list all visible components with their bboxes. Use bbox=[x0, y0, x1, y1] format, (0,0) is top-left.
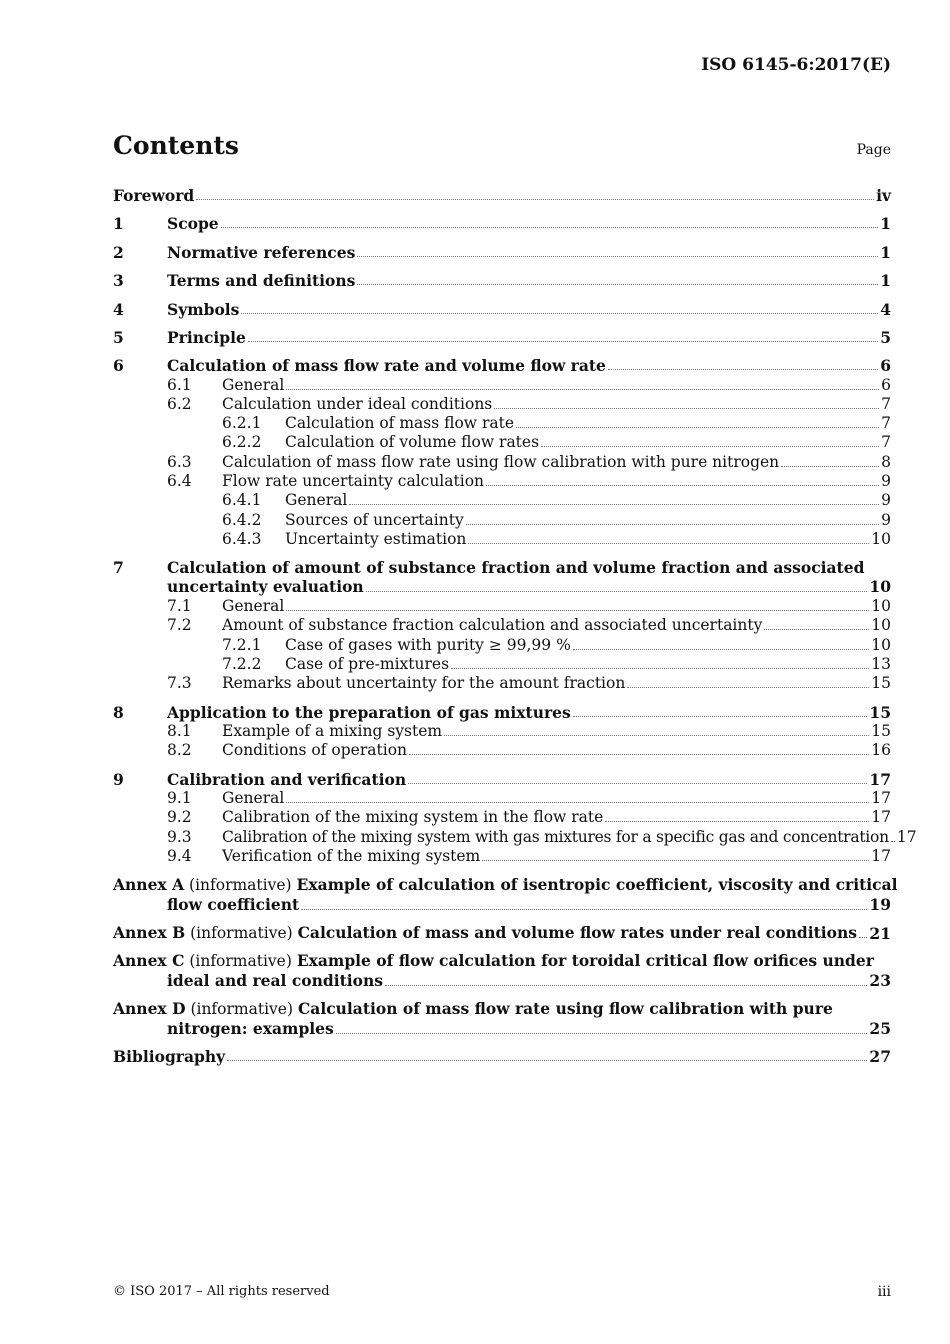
document-id: ISO 6145-6:2017(E) bbox=[701, 55, 891, 75]
toc-number: 7.2 bbox=[167, 616, 192, 634]
dot-leader bbox=[349, 504, 879, 505]
toc-entry-6-4-3[interactable] bbox=[113, 530, 891, 549]
toc-entry-6-3[interactable] bbox=[113, 453, 891, 472]
toc-number: 6.4.3 bbox=[222, 530, 262, 548]
toc-title: Calibration of the mixing system with gas mixtures for a specific gas and concentration bbox=[222, 828, 889, 846]
toc-page-number: 9 bbox=[881, 472, 891, 490]
annex-qualifier: (informative) bbox=[185, 1000, 298, 1018]
toc-page-number: 6 bbox=[880, 356, 891, 375]
toc-page-number: iv bbox=[876, 186, 891, 205]
dot-leader bbox=[408, 783, 867, 784]
dot-leader bbox=[357, 256, 878, 257]
toc-title-line1: Calculation of mass flow rate using flow calibration with pure bbox=[297, 999, 833, 1018]
toc-number: 9.1 bbox=[167, 789, 192, 807]
toc-title-line1: Example of calculation of isentropic coefficient, viscosity and critical bbox=[296, 875, 898, 894]
toc-page-number: 10 bbox=[871, 597, 891, 615]
dot-leader bbox=[608, 369, 878, 370]
toc-title: Calculation of volume flow rates bbox=[285, 433, 540, 451]
dot-leader bbox=[286, 389, 879, 390]
dot-leader bbox=[466, 524, 879, 525]
dot-leader bbox=[516, 427, 879, 428]
annex-qualifier: (informative) bbox=[184, 952, 297, 970]
toc-title: Calculation of mass flow rate bbox=[285, 414, 515, 432]
toc-entry-6-4-1[interactable] bbox=[113, 491, 891, 510]
annex-label: Annex B bbox=[113, 923, 186, 942]
toc-number: 7.1 bbox=[167, 597, 192, 615]
toc-page-number: 9 bbox=[881, 491, 891, 509]
dot-leader bbox=[891, 841, 895, 842]
toc-page-number: 23 bbox=[869, 971, 891, 991]
toc-entry-6-2-2[interactable] bbox=[113, 433, 891, 452]
toc-number: 6.1 bbox=[167, 376, 192, 394]
toc-title: Amount of substance fraction calculation and associated uncertainty bbox=[222, 616, 763, 634]
dot-leader bbox=[605, 821, 869, 822]
annex-label: Annex A bbox=[113, 875, 185, 894]
toc-page-number: 25 bbox=[869, 1019, 891, 1039]
page-title: Contents bbox=[113, 131, 240, 160]
toc-page-number: 15 bbox=[871, 722, 891, 740]
toc-title: Calculation of mass flow rate and volume flow rate bbox=[167, 356, 606, 375]
toc-number: 9.2 bbox=[167, 808, 192, 826]
dot-leader bbox=[573, 716, 868, 717]
toc-number: 7.2.2 bbox=[222, 655, 262, 673]
dot-leader bbox=[627, 687, 869, 688]
toc-number: 8.2 bbox=[167, 741, 192, 759]
toc-number: 3 bbox=[113, 271, 124, 290]
toc-title-line1: Example of flow calculation for toroidal critical flow orifices under bbox=[296, 951, 874, 970]
toc-title-line2: ideal and real conditions bbox=[167, 971, 383, 991]
toc-page-number: 1 bbox=[880, 243, 891, 262]
toc-title: Sources of uncertainty bbox=[285, 511, 464, 529]
toc-page-number: 5 bbox=[880, 328, 891, 347]
dot-leader bbox=[541, 446, 879, 447]
toc-title: Calculation of mass and volume flow rates under real conditions bbox=[297, 923, 857, 942]
toc-entry-4[interactable] bbox=[113, 300, 891, 319]
toc-number: 6 bbox=[113, 356, 124, 375]
toc-number: 7.3 bbox=[167, 674, 192, 692]
toc-title: General bbox=[222, 597, 285, 615]
toc-page-number: 1 bbox=[880, 214, 891, 233]
toc-entry-1[interactable] bbox=[113, 214, 891, 233]
toc-entry-9[interactable] bbox=[113, 770, 891, 789]
toc-entry-6-2[interactable] bbox=[113, 395, 891, 414]
page-number: iii bbox=[877, 1284, 891, 1300]
dot-leader bbox=[301, 909, 867, 910]
toc-entry-9-3[interactable] bbox=[113, 828, 917, 847]
toc-page-number: 13 bbox=[871, 655, 891, 673]
dot-leader bbox=[781, 466, 879, 467]
toc-entry-9-4[interactable] bbox=[113, 847, 891, 866]
toc-title: Calibration and verification bbox=[167, 770, 407, 789]
toc-title: Case of gases with purity ≥ 99,99 % bbox=[285, 636, 571, 654]
annex-label: Annex C bbox=[113, 951, 185, 970]
toc-title: Conditions of operation bbox=[222, 741, 408, 759]
toc-title: Application to the preparation of gas mixtures bbox=[167, 703, 571, 722]
toc-entry-3[interactable] bbox=[113, 271, 891, 290]
toc-number: 7.2.1 bbox=[222, 636, 262, 654]
toc-number: 8.1 bbox=[167, 722, 192, 740]
toc-number: 9 bbox=[113, 770, 124, 789]
toc-entry-annex-d[interactable] bbox=[113, 999, 891, 1039]
copyright-notice: © ISO 2017 – All rights reserved bbox=[113, 1284, 330, 1299]
toc-page-number: 21 bbox=[869, 924, 891, 943]
toc-title-line2: flow coefficient bbox=[167, 895, 300, 915]
toc-entry-7[interactable] bbox=[113, 558, 891, 597]
toc-number: 6.3 bbox=[167, 453, 192, 471]
toc-number: 6.4.1 bbox=[222, 491, 262, 509]
toc-page-number: 10 bbox=[871, 636, 891, 654]
dot-leader bbox=[444, 735, 869, 736]
toc-entry-8-1[interactable] bbox=[113, 722, 891, 741]
toc-entry-7-1[interactable] bbox=[113, 597, 891, 616]
toc-title: Scope bbox=[167, 214, 219, 233]
toc-entry-2[interactable] bbox=[113, 243, 891, 262]
toc-entry-5[interactable] bbox=[113, 328, 891, 347]
dot-leader bbox=[573, 649, 869, 650]
toc-title: Terms and definitions bbox=[167, 271, 356, 290]
toc-number: 2 bbox=[113, 243, 124, 262]
toc-entry-6-2-1[interactable] bbox=[113, 414, 891, 433]
page-column-label: Page bbox=[856, 142, 891, 158]
toc-number: 8 bbox=[113, 703, 124, 722]
toc-title: Foreword bbox=[113, 186, 195, 205]
toc-entry-8-2[interactable] bbox=[113, 741, 891, 760]
toc-number: 6.2.1 bbox=[222, 414, 262, 432]
toc-page-number: 17 bbox=[871, 789, 891, 807]
toc-number: 6.4 bbox=[167, 472, 192, 490]
toc-number: 7 bbox=[113, 558, 124, 577]
toc-title: Symbols bbox=[167, 300, 240, 319]
dot-leader bbox=[227, 1060, 867, 1061]
toc-title: Calculation of mass flow rate using flow calibration with pure nitrogen bbox=[222, 453, 780, 471]
toc-title: Remarks about uncertainty for the amount fraction bbox=[222, 674, 626, 692]
toc-entry-6-4[interactable] bbox=[113, 472, 891, 491]
toc-entry-7-2-2[interactable] bbox=[113, 655, 891, 674]
dot-leader bbox=[494, 408, 879, 409]
toc-page-number: 27 bbox=[869, 1047, 891, 1066]
toc-page-number: 7 bbox=[881, 433, 891, 451]
toc-page-number: 10 bbox=[871, 616, 891, 634]
toc-entry-foreword[interactable] bbox=[113, 186, 891, 205]
dot-leader bbox=[468, 543, 869, 544]
toc-number: 4 bbox=[113, 300, 124, 319]
dot-leader bbox=[764, 629, 869, 630]
toc-entry-7-2-1[interactable] bbox=[113, 636, 891, 655]
annex-qualifier: (informative) bbox=[185, 924, 298, 942]
dot-leader bbox=[336, 1033, 868, 1034]
toc-page-number: 8 bbox=[881, 453, 891, 471]
toc-number: 6.2.2 bbox=[222, 433, 262, 451]
toc-title: Bibliography bbox=[113, 1047, 226, 1066]
toc-number: 6.4.2 bbox=[222, 511, 262, 529]
toc-title: Calibration of the mixing system in the flow rate bbox=[222, 808, 604, 826]
toc-title-line2: uncertainty evaluation bbox=[167, 577, 364, 597]
toc-page-number: 9 bbox=[881, 511, 891, 529]
toc-page-number: 16 bbox=[871, 741, 891, 759]
toc-title: General bbox=[285, 491, 348, 509]
toc-entry-6-1[interactable] bbox=[113, 376, 891, 395]
toc-entry-annex-c[interactable] bbox=[113, 951, 891, 991]
toc-title: General bbox=[222, 789, 285, 807]
dot-leader bbox=[486, 485, 879, 486]
dot-leader bbox=[286, 610, 869, 611]
toc-title: General bbox=[222, 376, 285, 394]
dot-leader bbox=[221, 227, 879, 228]
toc-title-line1: Calculation of amount of substance fraction and volume fraction and associated bbox=[167, 558, 865, 577]
toc-number: 5 bbox=[113, 328, 124, 347]
toc-number: 6.2 bbox=[167, 395, 192, 413]
toc-page-number: 4 bbox=[880, 300, 891, 319]
toc-entry-9-2[interactable] bbox=[113, 808, 891, 827]
toc-title: Uncertainty estimation bbox=[285, 530, 467, 548]
toc-page-number: 17 bbox=[871, 808, 891, 826]
toc-page-number: 7 bbox=[881, 395, 891, 413]
toc-title: Calculation under ideal conditions bbox=[222, 395, 493, 413]
toc-entry-6-4-2[interactable] bbox=[113, 511, 891, 530]
dot-leader bbox=[385, 985, 867, 986]
toc-number: 9.4 bbox=[167, 847, 192, 865]
toc-entry-9-1[interactable] bbox=[113, 789, 891, 808]
dot-leader bbox=[241, 313, 878, 314]
dot-leader bbox=[451, 668, 869, 669]
annex-qualifier: (informative) bbox=[184, 876, 297, 894]
annex-label: Annex D bbox=[113, 999, 186, 1018]
dot-leader bbox=[366, 591, 868, 592]
toc-title: Flow rate uncertainty calculation bbox=[222, 472, 485, 490]
dot-leader bbox=[859, 937, 867, 938]
toc-page-number: 17 bbox=[896, 828, 917, 846]
toc-page-number: 17 bbox=[869, 770, 891, 789]
toc-entry-6[interactable] bbox=[113, 356, 891, 375]
toc-entry-8[interactable] bbox=[113, 703, 891, 722]
dot-leader bbox=[248, 341, 878, 342]
toc-title: Case of pre-mixtures bbox=[285, 655, 450, 673]
dot-leader bbox=[482, 860, 869, 861]
toc-page-number: 7 bbox=[881, 414, 891, 432]
toc-number: 9.3 bbox=[167, 828, 192, 846]
dot-leader bbox=[409, 754, 869, 755]
toc-entry-annex-b[interactable] bbox=[113, 923, 891, 943]
toc-page-number: 15 bbox=[869, 703, 891, 722]
toc-page-number: 17 bbox=[871, 847, 891, 865]
dot-leader bbox=[286, 802, 869, 803]
toc-entry-bibliography[interactable] bbox=[113, 1047, 891, 1066]
toc-title: Verification of the mixing system bbox=[222, 847, 481, 865]
toc-entry-annex-a[interactable] bbox=[113, 875, 898, 915]
toc-entry-7-3[interactable] bbox=[113, 674, 891, 693]
toc-title: Principle bbox=[167, 328, 246, 347]
toc-page-number: 10 bbox=[869, 577, 891, 597]
dot-leader bbox=[196, 199, 874, 200]
toc-page-number: 15 bbox=[871, 674, 891, 692]
toc-page-number: 6 bbox=[881, 376, 891, 394]
toc-title-line2: nitrogen: examples bbox=[167, 1019, 334, 1039]
toc-number: 1 bbox=[113, 214, 124, 233]
toc-page-number: 19 bbox=[869, 895, 891, 915]
toc-page-number: 1 bbox=[880, 271, 891, 290]
toc-entry-7-2[interactable] bbox=[113, 616, 891, 635]
dot-leader bbox=[357, 284, 878, 285]
toc-page-number: 10 bbox=[871, 530, 891, 548]
toc-title: Normative references bbox=[167, 243, 356, 262]
toc-title: Example of a mixing system bbox=[222, 722, 443, 740]
